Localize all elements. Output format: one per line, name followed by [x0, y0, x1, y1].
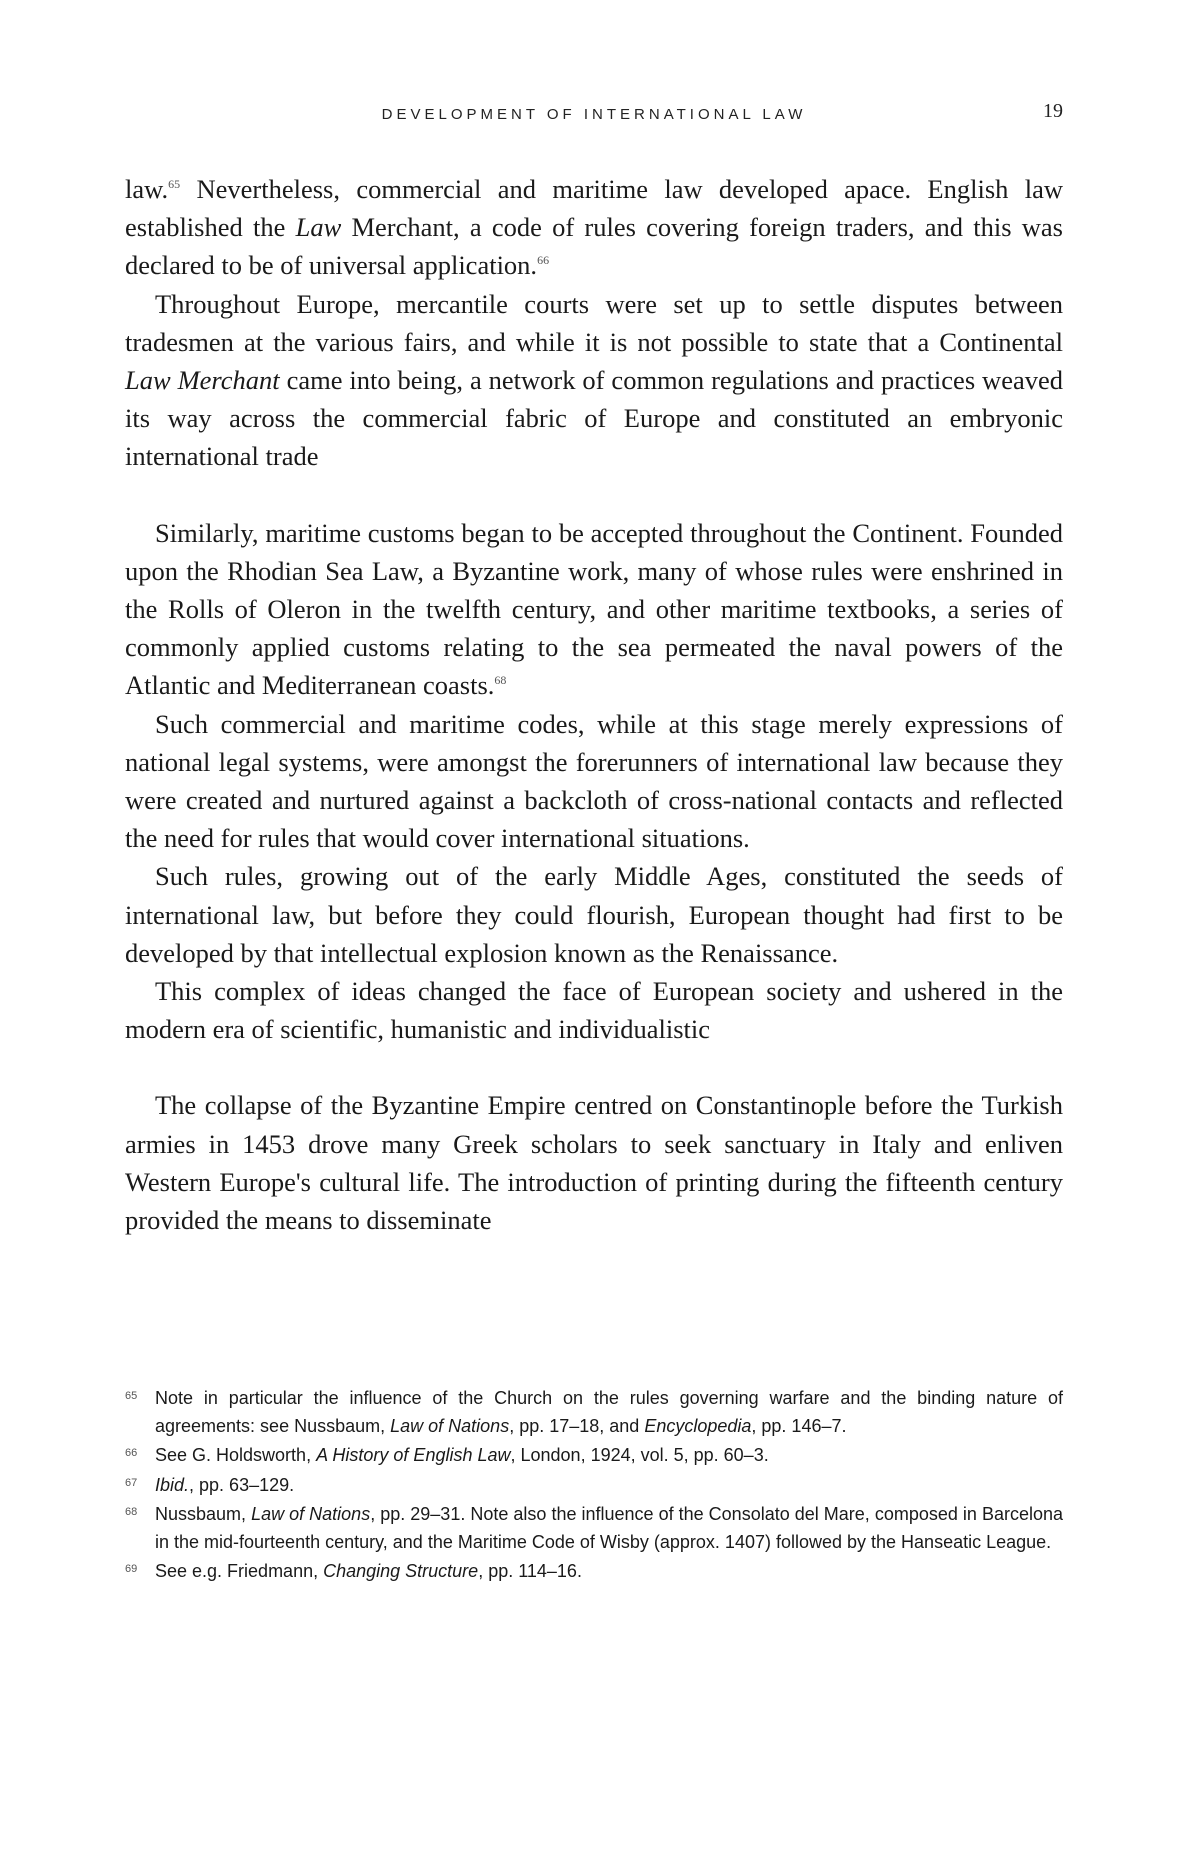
- paragraph-gap: [125, 476, 1063, 514]
- footnote-number: 69: [125, 1563, 138, 1575]
- footnote-number: 67: [125, 1476, 138, 1489]
- paragraph-gap: [125, 1048, 1063, 1086]
- paragraph-3: Similarly, maritime customs began to be accepted throughout the Continent. Founded upon the Rhodian Sea Law, a Byzantine work, many of whose rules were enshrined in the Rolls of Oleron in the twelfth century, and other maritime textbooks, a series of commonly applied customs relating to the sea permeated the naval powers of the Atlantic and Mediterranean coasts.$^{68}$: [125, 517, 1063, 701]
- footnote-ref-65[interactable]: 65: [168, 177, 181, 192]
- paragraph-5: Such rules, growing out of the early Middle Ages, constituted the seeds of international law, but before they could flourish, European thought had first to be developed by that intellectual explosion known as the Renaissance.: [125, 861, 1063, 968]
- page-header: [125, 100, 1063, 130]
- page-number: 19: [1043, 100, 1063, 122]
- footnote-number: 66: [125, 1447, 138, 1459]
- paragraph-6: This complex of ideas changed the face of European society and ushered in the modern era of scientific, humanistic and individualistic: [125, 976, 1063, 1045]
- footnote-68: 68 Nussbaum, Law of Nations, pp. 29–31. Note also the influence of the Consolato del Mare, composed in Barcelona in the mid-fourteenth century, and the Maritime Code of Wisby (approx. 1407) followed by the Hanseatic League.: [125, 1501, 1063, 1556]
- paragraph-7: The collapse of the Byzantine Empire centred on Constantinople before the Turkish armies in 1453 drove many Greek scholars to seek sanctuary in Italy and enliven Western Europe's cultural life. The introduction of printing during the fifteenth century provided the means to disseminate: [125, 1090, 1063, 1236]
- footnote-ref-66[interactable]: 66: [537, 253, 550, 268]
- running-head: DEVELOPMENT OF INTERNATIONAL LAW: [381, 106, 807, 123]
- footnote-69: 69 See e.g. Friedmann, Changing Structure, pp. 114–16.: [125, 1558, 1063, 1586]
- body-text: [125, 170, 1063, 1239]
- footnote-number: 68: [125, 1506, 138, 1518]
- footnote-number: 65: [125, 1390, 138, 1402]
- paragraph-2: Throughout Europe, mercantile courts were set up to settle disputes between tradesmen at the various fairs, and while it is not possible to state that a Continental Law Merchant came into being, a network of common regulations and practices weaved its way across the commercial fabric of Europe and constituted an embryonic international trade: [125, 288, 1063, 472]
- paragraph-4: Such commercial and maritime codes, while at this stage merely expressions of national legal systems, were amongst the forerunners of international law because they were created and nurtured against a backcloth of cross-national contacts and reflected the need for rules that would cover international situations.: [125, 708, 1063, 854]
- footnote-65: 65 Note in particular the influence of the Church on the rules governing warfare and the binding nature of agreements: see Nussbaum, Law of Nations, pp. 17–18, and Encyclopedia, pp. 146–7.: [125, 1385, 1063, 1440]
- footnote-67: 67 Ibid., pp. 63–129.: [125, 1472, 1063, 1500]
- footnote-66: 66 See G. Holdsworth, A History of English Law, London, 1924, vol. 5, pp. 60–3.: [125, 1442, 1063, 1470]
- paragraph-1: law.$^{65}$ Nevertheless, commercial and maritime law developed apace. English law established the Law Merchant, a code of rules covering foreign traders, and this was declared to be of universal application.$^{66}$: [125, 174, 1063, 281]
- footnotes: [125, 1385, 1063, 1588]
- footnote-ref-68[interactable]: 68: [494, 673, 507, 688]
